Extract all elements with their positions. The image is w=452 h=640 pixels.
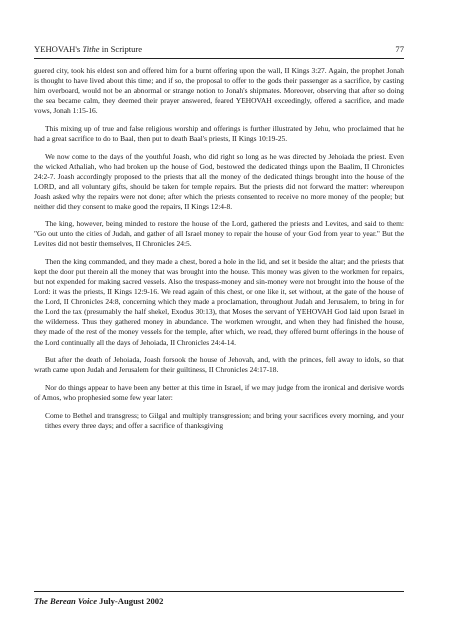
page-footer [34, 596, 163, 606]
block-quote: Come to Bethel and transgress; to Gilgal and multiply transgression; and bring your sacrifices every morning, and your tithes every three days; and offer a sacrifice of thanksgiving [45, 410, 404, 430]
header-rule [34, 58, 404, 59]
paragraph: This mixing up of true and false religious worship and offerings is further illustrated by Jehu, who proclaimed that he had a great sacrifice to do to Baal, then put to death Baal's priests, II Kings 10:19-25. [34, 123, 404, 143]
running-title [34, 44, 142, 54]
running-title-prefix: YEHOVAH's [34, 44, 83, 54]
paragraph: We now come to the days of the youthful Joash, who did right so long as he was directed by Jehoiada the priest. Even the wicked Athaliah, who had broken up the house of God, bestowed the dedicated things upon the Baalim, II Chronicles 24:2-7. Joash accordingly proposed to the priests that all the money of the dedicated things brought into the house of the LORD, and all voluntary gifts, should be taken for temple repairs. But the priests did not forward the matter: whereupon Joash asked why the repairs were not done; after which the priests consented to receive no more money of the people; but neither did they consent to make good the repairs, II Kings 12:4-8. [34, 151, 404, 211]
page-number: 77 [395, 44, 404, 54]
issue-date: July-August 2002 [97, 596, 164, 606]
paragraph: The king, however, being minded to restore the house of the Lord, gathered the priests and Levites, and said to them: "Go out unto the cities of Judah, and gather of all Israel money to repair the house of your God from year to year." But the Levites did not bestir themselves, II Chronicles 24:5. [34, 219, 404, 249]
paragraph: guered city, took his eldest son and offered him for a burnt offering upon the wall, II Kings 3:27. Again, the prophet Jonah is thought to have lived about this time; and if so, the proposal to offer to the gods their passenger as a sacrifice, by casting him overboard, would not be an abnormal or strange notion to Jonah's shipmates. Moreover, observing that after so doing the sea became calm, they deemed their prayer answered, feared YEHOVAH exceedingly, offered a sacrifice, and made vows, Jonah 1:15-16. [34, 66, 404, 116]
paragraph: Then the king commanded, and they made a chest, bored a hole in the lid, and set it beside the altar; and the priests that kept the door put therein all the money that was brought into the house. This money was given to the workmen for repairs, but not expended for making sacred vessels. Also the trespass-money and sin-money were not brought into the house of the Lord: it was the priests, II Kings 12:9-16. We read again of this chest, or one like it, set without, at the gate of the house of the Lord, II Chronicles 24:8, concerning which they made a proclamation, throughout Judah and Jerusalem, to bring in for the Lord the tax (presumably the half shekel, Exodus 30:13), that Moses the servant of YEHOVAH God laid upon Israel in the wilderness. Thus they gathered money in abundance. The workmen wrought, and when they had finished the house, they made of the rest of the money vessels for the temple, after which, we read, they offered burnt offerings in the house of the Lord continually all the days of Jehoiada, II Chronicles 24:4-14. [34, 257, 404, 347]
footer-rule [34, 591, 404, 592]
running-title-italic: Tithe [82, 44, 100, 54]
running-title-suffix: in Scripture [99, 44, 143, 54]
publication-name: The Berean Voice [34, 596, 98, 606]
paragraph: Nor do things appear to have been any better at this time in Israel, if we may judge from the ironical and derisive words of Amos, who prophesied some few year later: [34, 382, 404, 402]
page-header [34, 44, 404, 54]
body-text [34, 66, 404, 438]
paragraph: But after the death of Jehoiada, Joash forsook the house of Jehovah, and, with the princes, fell away to idols, so that wrath came upon Judah and Jerusalem for their guiltiness, II Chronicles 24:17-18. [34, 355, 404, 375]
